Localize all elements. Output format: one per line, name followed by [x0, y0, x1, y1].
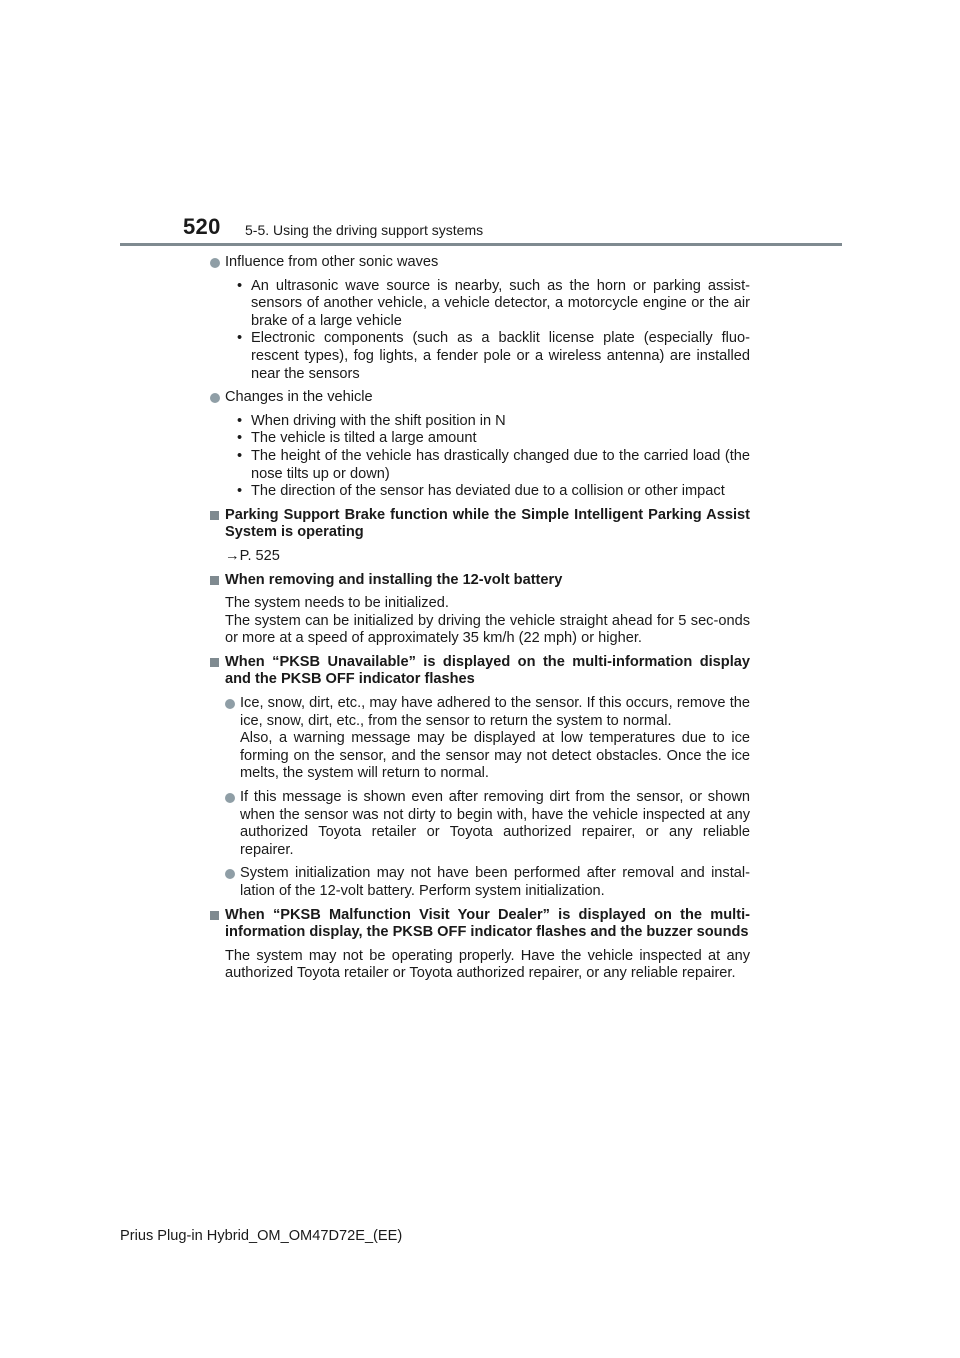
square-bullet-icon	[210, 511, 219, 520]
bullet-title: Changes in the vehicle	[225, 389, 373, 406]
page-content	[210, 254, 750, 989]
parking-support-ref: →P. 525	[225, 547, 280, 564]
pksb-unavailable-body	[210, 695, 750, 901]
list-item: • The vehicle is tilted a large amount	[237, 430, 477, 447]
battery-body: The system needs to be initialized. The system can be initialized by driving the vehicle straight ahead for 5 sec-onds or more at a speed of approximately 35 km/h (22 mph) or higher.	[225, 595, 750, 647]
square-bullet-icon	[210, 658, 219, 667]
section-title: 5-5. Using the driving support systems	[245, 222, 484, 238]
list-item: • The direction of the sensor has deviated due to a collision or other impact	[237, 483, 725, 500]
bullet-vehicle-changes	[210, 389, 750, 407]
list-item: If this message is shown even after removing dirt from the sensor, or shown when the sensor was not dirty to begin with, have the vehicle inspected at any authorized Toyota retailer or Toyota authorized repairer, or any reliable repairer.	[225, 789, 750, 859]
dot-bullet-icon: •	[237, 447, 243, 464]
list-item: • An ultrasonic wave source is nearby, such as the horn or parking assist-sensors of another vehicle, a vehicle detector, a motorcycle engine or the air brake of a large vehicle	[237, 277, 750, 329]
list-item: • Electronic components (such as a backlit license plate (especially fluo-rescent types), fog lights, a fender pole or a wireless antenna) are installed near the sensors	[237, 330, 750, 382]
pksb-malfunction-body: The system may not be operating properly. Have the vehicle inspected at any authorized Toyota retailer or Toyota authorized repairer, or any reliable repairer.	[225, 947, 750, 982]
list-item: System initialization may not have been performed after removal and instal-lation of the 12-volt battery. Perform system initialization.	[225, 865, 750, 900]
round-bullet-icon	[210, 393, 220, 403]
square-bullet-icon	[210, 911, 219, 920]
list-item: Ice, snow, dirt, etc., may have adhered to the sensor. If this occurs, remove the ice, snow, dirt, etc., from the sensor to return the system to normal. Also, a warning message may be displayed at low temperatures due to ice forming on the sensor, and the sensor may not detect obstacles. Once the ice melts, the system will return to normal.	[225, 695, 750, 783]
round-bullet-icon	[225, 869, 235, 879]
page-number: 520	[183, 214, 221, 239]
round-bullet-icon	[225, 793, 235, 803]
round-bullet-icon	[225, 699, 235, 709]
list-item: • When driving with the shift position in N	[237, 412, 506, 429]
sub-list-sonic	[210, 278, 750, 384]
footer-doc-id: Prius Plug-in Hybrid_OM_OM47D72E_(EE)	[120, 1228, 403, 1244]
dot-bullet-icon: •	[237, 330, 243, 347]
heading-pksb-malfunction: When “PKSB Malfunction Visit Your Dealer” is displayed on the multi-information display, the PKSB OFF indicator flashes and the buzzer sounds	[210, 907, 750, 942]
list-item: • The height of the vehicle has drastically changed due to the carried load (the nose tilts up or down)	[237, 447, 750, 482]
square-bullet-icon	[210, 576, 219, 585]
heading-battery: When removing and installing the 12-volt battery	[210, 572, 750, 590]
header-rule	[120, 243, 842, 246]
dot-bullet-icon: •	[237, 277, 243, 294]
heading-pksb-unavailable: When “PKSB Unavailable” is displayed on the multi-information display and the PKSB OFF indicator flashes	[210, 654, 750, 689]
heading-parking-support: Parking Support Brake function while the Simple Intelligent Parking Assist System is operating	[210, 507, 750, 542]
dot-bullet-icon: •	[237, 412, 243, 429]
bullet-title: Influence from other sonic waves	[225, 254, 439, 270]
round-bullet-icon	[210, 258, 220, 268]
dot-bullet-icon: •	[237, 430, 243, 447]
sub-list-vehicle	[210, 413, 750, 501]
dot-bullet-icon: •	[237, 483, 243, 500]
bullet-sonic-waves	[210, 254, 750, 272]
